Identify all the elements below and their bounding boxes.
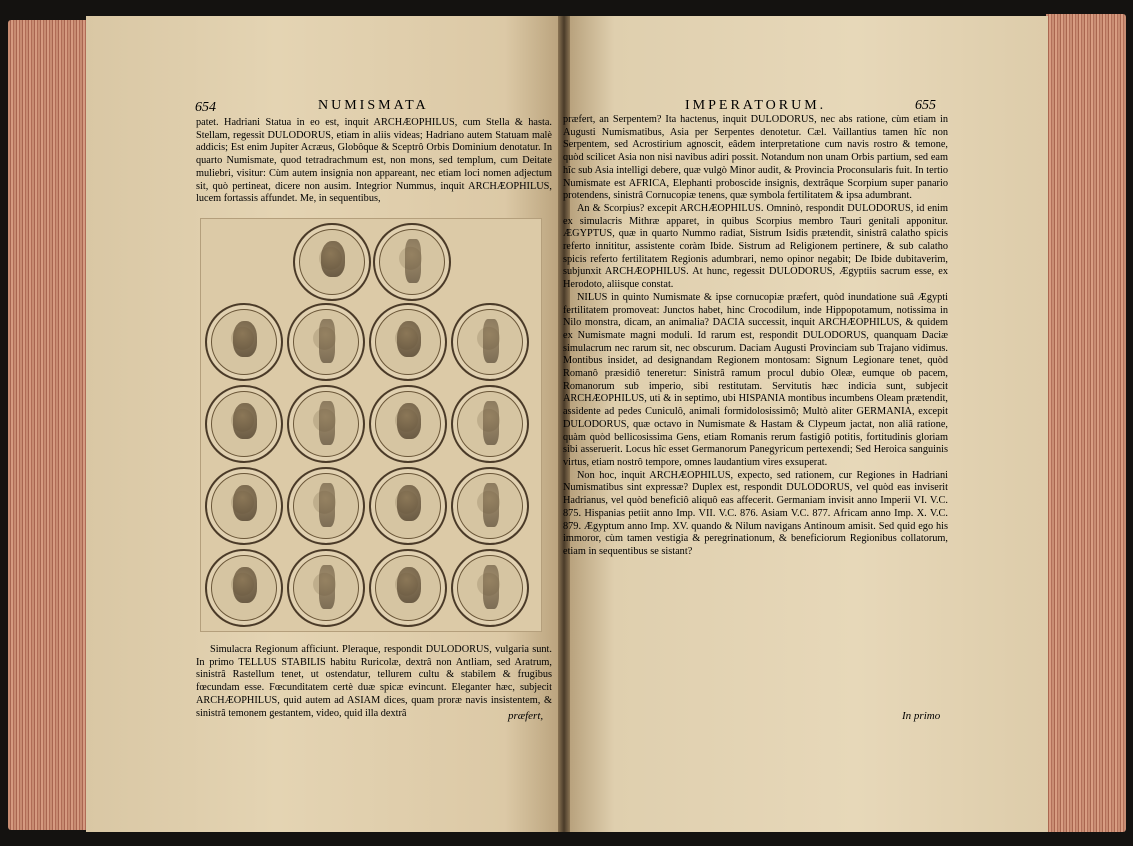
coin-obverse [369,385,447,463]
left-top-text [196,117,552,206]
right-page-edges [1046,14,1126,832]
coin-reverse [451,549,529,627]
left-bottom-paragraph: Simulacra Regionum afficiunt. Pleraque, respondit DULODORUS, vulgaria sunt. In primo TELLUS STABILIS habitu Ruricolæ, dextrâ non Antliam, sed Aratrum, sinistrâ Rastellum tenet, ut ostendatur, tellurem cultu & stabilem & frugibus fœcundam esse. Fœcunditatem certè duæ spicæ evincunt. Eleganter hæc, subjecit ARCHÆOPHILUS, quid autem ad ASIAM dices, quam proræ navis insistentem, & sinistrâ temonem gestantem, video, quid illa dextrâ [196,644,552,719]
coin-obverse [369,549,447,627]
coin-reverse [287,303,365,381]
coin-obverse [293,223,371,301]
coin-reverse [451,385,529,463]
left-running-head: NUMISMATA [318,98,429,113]
right-catchword: In primo [902,710,941,722]
right-page-number: 655 [915,98,936,113]
left-bottom-text [196,644,552,720]
right-running-head: IMPERATORUM. [685,98,827,113]
coin-reverse [373,223,451,301]
left-page-number: 654 [195,100,216,115]
coin-obverse [205,385,283,463]
coin-obverse [205,467,283,545]
right-text [563,114,948,559]
left-top-paragraph: patet. Hadriani Statua in eo est, inquit ARCHÆOPHILUS, cum Stella & hasta. Stellam, regessit DULODORUS, etiam in aliis videas; Hadriano autem Statuam malè addicis; Est enim Jupiter Acræus, Globôque & Sceptrô Orbis Dominium denotatur. In quarto Numismate, quod tetradrachmum est, non mons, sed templum, cum Deitate muliebri, visitur: Cùm autem insignia non appareant, nec etiam loci nomen adjectum sit, quò pertineat, dicere non ausim. Integrior Nummus, inquit ARCHÆOPHILUS, lucem fortassis affundet. Me, in sequentibus, [196,117,552,205]
right-paragraph-3: NILUS in quinto Numismate & ipse cornucopiæ præfert, quòd inundatione suâ Ægypti fertilitatem promoveat: Junctos habet, hinc Crocodilum, inde Hippopotamum, notissima in Nilo monstra, dicam, an animalia? DACIA successit, inquit ARCHÆOPHILUS, & quidem ex Numismate magni moduli. Id rarum est, respondit DULODORUS, quanquam Daciæ simulacrum nec rarum sit, nec obscurum. Daciam Augusti Provinciam sub Trajano vidimus. Montibus insidet, ad designandam Regionem montosam: Signum Legionare tenet, quòd Romanô præsidiô teneretur: Sinistrâ ramum procul dubio Oleæ, eumque ob pacem, Romanorum sub imperio, sibi restitutam. Servitutis hæc indicia sunt, subjecit ARCHÆOPHILUS, uti & in septimo, ubi HISPANIA montibus incumbens Oleam prætendit, assidente ad pedes Cuniculô, animali formidolosissimô; Multò aliter GERMANIA, excepit DULODORUS, quæ octavo in Numismate & Hastam & Clypeum jactat, non aliâ ratione, quàm quòd bellicosissima Gens, etiam Romanis rerum fastigiô potitis, fortitudinis gloriam sibi asseruerit. Locus hîc esset Germanorum Panegyricum pertexendi; Sed Heroica sanguinis virtus, etiam nostrô tempore, omnes laudantium vires exsuperat. [563,291,948,468]
left-page-edges [8,20,86,830]
right-paragraph-4: Non hoc, inquit ARCHÆOPHILUS, expecto, sed rationem, cur Regiones in Hadriani Numismatibus sint expressæ? Duplex est, respondit DULODORUS, vel quòd eas inviserit Hadrianus, vel quòd beneficiô aliquô eas affecerit. Germaniam invisit anno Imperii VI. V.C. 875. Hispanias petiit anno Imp. VII. V.C. 876. Asiam V.C. 877. Africam anno Imp. X. V.C. 879. Ægyptum anno Imp. XV. quando & Nilum navigans Antinoum amisit. Sed quid ego his immoror, cùm tamen vestigia & peregrinationum, & beneficiorum Regionibus collatorum, etiam in sequentibus se sistant? [563,469,948,557]
coin-reverse [287,549,365,627]
coin-reverse [451,467,529,545]
right-paragraph-1: præfert, an Serpentem? Ita hactenus, inquit DULODORUS, nec abs ratione, cùm etiam in Augusti Numismatibus, Asia per Serpentes denotetur. Cæl. Vaillantius tamen hîc non Serpentem, sed Acrostirium agnoscit, eâdem interpretatione cum navis rostro & temone, quòd scilicet Asia non nisi navibus adiri possit. Notandum non unam Orbis partium, sed eam hîc sub Asia intelligi debere, quæ vulgò Minor audit, & Provincia Proconsularis fuit. In tertio Numismate est AFRICA, Elephanti proboscide insignis, dextrâque Scorpium super panario protendens, sinistrâ Cornucopiæ tenens, quæ symbola fertilitatem & ipsa adumbrant. [563,114,948,202]
coin-obverse [369,467,447,545]
coin-obverse [369,303,447,381]
coin-plate [200,218,542,632]
right-paragraph-2: An & Scorpius? excepit ARCHÆOPHILUS. Omninò, respondit DULODORUS, id enim ex simulacris Mithræ apparet, in quibus Scorpius membro Tauri genitali apponitur. ÆGYPTUS, quæ in quarto Nummo radiat, Sistrum Isidis prætendit, sinistrâ calatho spicis referto innititur, assistente coràm Ibide. Sistrum ad Religionem pertinere, & sub calatho spicis referto fertilitatem Regionis adumbrari, nemo opinor negabit; De Ibide dubitaverim, subjunxit ARCHÆOPHILUS. At hunc, regessit DULODORUS, Ægyptiis sacrum esse, ex Herodoto, aliisque constat. [563,202,948,291]
coin-reverse [287,385,365,463]
coin-obverse [205,303,283,381]
coin-reverse [287,467,365,545]
left-catchword: præfert, [508,710,544,722]
coin-obverse [205,549,283,627]
coin-reverse [451,303,529,381]
